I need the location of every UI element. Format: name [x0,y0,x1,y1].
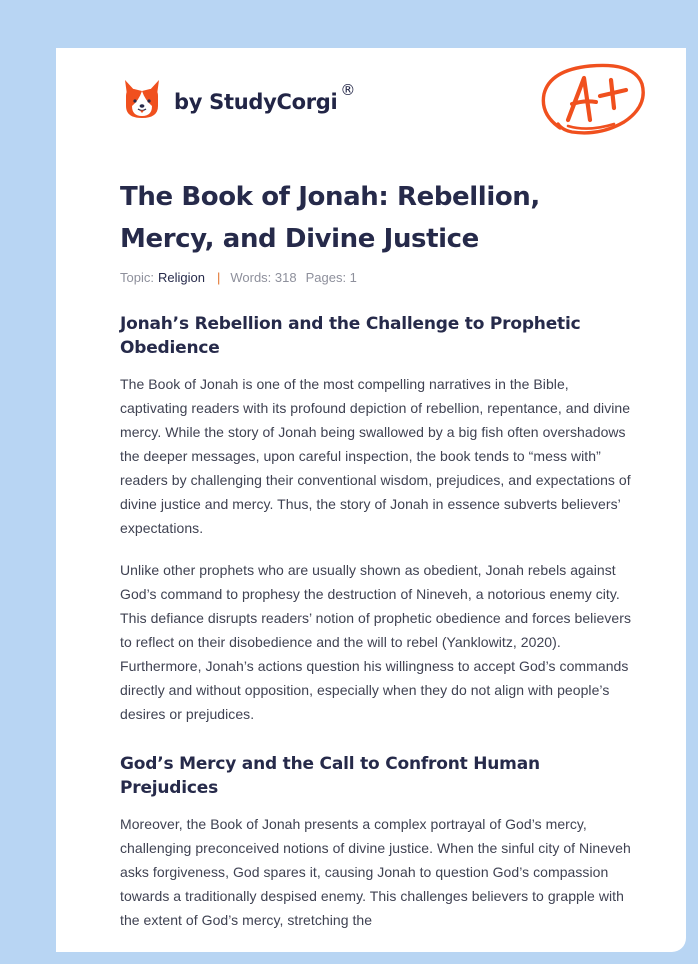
essay-content [120,176,640,932]
corgi-icon [122,76,162,120]
essay-section [120,752,640,932]
topic-label: Topic: [120,269,154,285]
paragraph: Moreover, the Book of Jonah presents a complex portrayal of God’s mercy, challenging preconceived notions of divine justice. When the sinful city of Nineveh asks forgiveness, God spares it, causing Jonah to question God’s compassion towards a traditionally despised enemy. This challenges believers to grapple with the extent of God’s mercy, stretching the [120,816,631,928]
paragraph: The Book of Jonah is one of the most compelling narratives in the Bible, captivating readers with its profound depiction of rebellion, repentance, and divine mercy. While the story of Jonah being swallowed by a big fish often overshadows the deeper messages, upon careful inspection, the book tends to “mess with” readers by challenging their conventional wisdom, prejudices, and expectations of divine justice and mercy. Thus, the story of Jonah in essence subverts believers’ expectations. [120,376,631,536]
registered-mark: ® [340,81,356,99]
logo-text: by StudyCorgi [174,90,338,114]
paragraph: Unlike other prophets who are usually shown as obedient, Jonah rebels against God’s command to prophesy the destruction of Nineveh, a notorious enemy city. This defiance disrupts readers’ notion of prophetic obedience and forces believers to reflect on their disobedience and the will to rebel (Yanklowitz, 2020). Furthermore, Jonah’s actions question his willingness to accept God’s commands directly and without opposition, especially when they do not align with people’s desires or prejudices. [120,562,631,722]
essay-title: The Book of Jonah: Rebellion, Mercy, and Divine Justice [120,182,540,254]
essay-section [120,312,640,726]
meta-separator: | [216,269,221,285]
topic-link[interactable]: Religion [157,269,205,285]
a-plus-grade-icon [538,58,650,140]
section-heading: Jonah’s Rebellion and the Challenge to Prophetic Obedience [120,314,581,358]
studycorgi-logo[interactable] [122,76,355,120]
word-count: Words: 318 [230,269,297,285]
section-heading: God’s Mercy and the Call to Confront Human Prejudices [120,754,540,798]
essay-card [56,48,686,952]
essay-meta [120,268,640,286]
page-header [56,48,686,168]
page-count: Pages: 1 [305,269,357,285]
